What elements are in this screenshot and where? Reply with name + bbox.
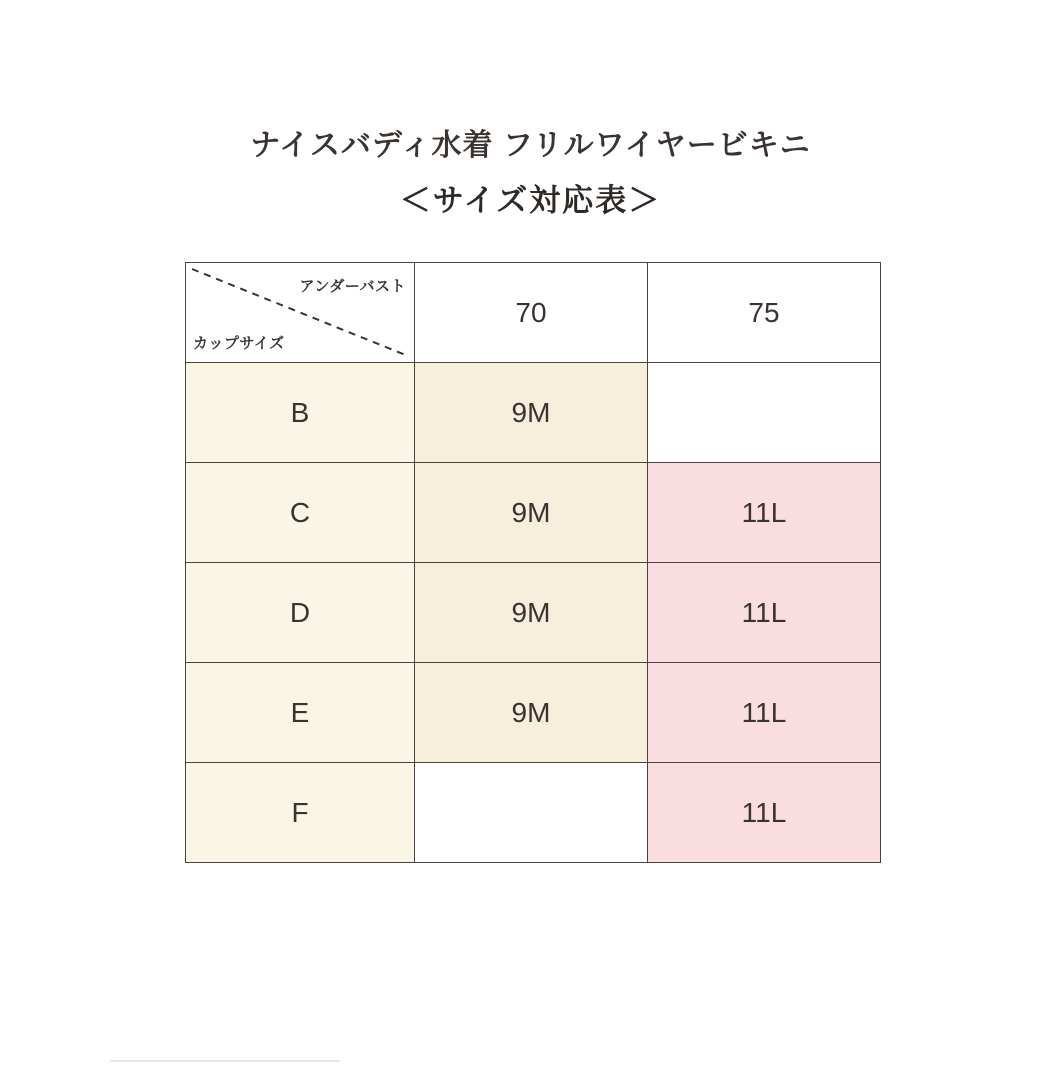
row-label-b: B xyxy=(186,363,415,463)
cupsize-label: カップサイズ xyxy=(193,335,285,352)
table-row xyxy=(186,363,881,463)
column-header-75: 75 xyxy=(648,263,881,363)
table-row xyxy=(186,463,881,563)
cell-f-70 xyxy=(415,763,648,863)
title-block xyxy=(0,126,1061,220)
cell-f-75: 11L xyxy=(648,763,881,863)
bottom-divider xyxy=(110,1060,340,1062)
table-header-row xyxy=(186,263,881,363)
corner-header-cell xyxy=(186,263,415,363)
cell-c-75: 11L xyxy=(648,463,881,563)
size-table-container xyxy=(185,262,877,863)
table-row xyxy=(186,663,881,763)
row-label-e: E xyxy=(186,663,415,763)
size-table xyxy=(185,262,881,863)
table-row xyxy=(186,563,881,663)
cell-e-75: 11L xyxy=(648,663,881,763)
page-title: ＜サイズ対応表＞ xyxy=(399,183,662,218)
row-label-d: D xyxy=(186,563,415,663)
cell-b-75 xyxy=(648,363,881,463)
cell-c-70: 9M xyxy=(415,463,648,563)
diagonal-corner xyxy=(186,263,414,362)
row-label-f: F xyxy=(186,763,415,863)
cell-d-70: 9M xyxy=(415,563,648,663)
underbust-label: アンダーバスト xyxy=(299,278,406,295)
cell-d-75: 11L xyxy=(648,563,881,663)
cell-e-70: 9M xyxy=(415,663,648,763)
row-label-c: C xyxy=(186,463,415,563)
product-title: ナイスバディ水着 フリルワイヤービキニ xyxy=(250,129,811,162)
cell-b-70: 9M xyxy=(415,363,648,463)
column-header-70: 70 xyxy=(415,263,648,363)
table-row xyxy=(186,763,881,863)
